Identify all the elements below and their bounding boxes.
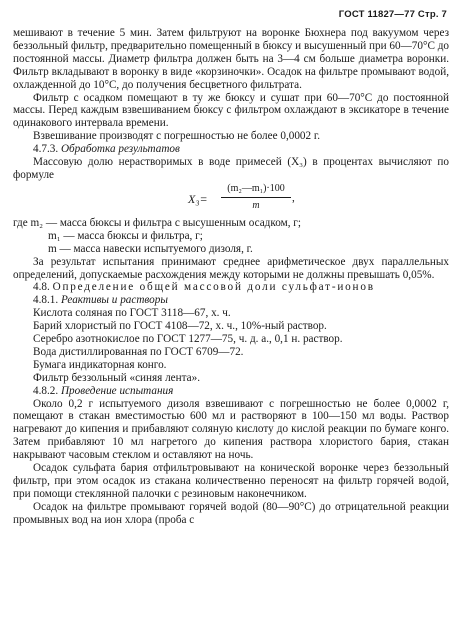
paragraph-formula-intro: Массовую долю нерастворимых в воде примесей (X₃) в процентах вычисляют по формуле [13, 156, 449, 181]
paragraph-washing: Осадок на фильтре промывают горячей водой (80—90°С) до отрицательной реакции промывных вод на ион хлора (проба с [13, 500, 449, 526]
paragraph-procedure: Около 0,2 г испытуемого дизоля взвешивают с погрешностью не более 0,0002 г, помещают в стакан вместимостью 600 мл и растворяют в 100—150 мл воды. Раствор нагревают до кипения и прибавляют соляную кислоту до кислой реакции по бумаге конго. Затем прибавляют 10 мл нагретого до кипения раствора хлористого бария, стакан накрывают часовым стеклом и оставляют на ночь. [13, 397, 449, 462]
section-4-8-1-heading [13, 294, 449, 307]
page-header: ГОСТ 11827—77 Стр. 7 [338, 9, 447, 20]
section-4-7-3-heading [13, 143, 449, 156]
where-m: m — масса навески испытуемого дизоля, г. [48, 242, 253, 255]
where-m1: m₁ — масса бюксы и фильтра, г; [48, 229, 203, 242]
reagent-item: Фильтр беззольный «синяя лента». [33, 371, 201, 384]
section-number: 4.8.1. [33, 294, 59, 307]
formula-trail: , [292, 191, 295, 204]
reagent-item: Барий хлористый по ГОСТ 4108—72, х. ч., 10%-ный раствор. [33, 320, 327, 333]
formula [13, 183, 449, 215]
section-number: 4.8.2. [33, 384, 59, 397]
paragraph-result: За результат испытания принимают среднее арифметическое двух параллельных определений, допускаемые расхождения между которыми не должны превышать 0,05%. [13, 255, 449, 281]
section-title: Проведение испытания [60, 384, 174, 397]
section-title: Реактивы и растворы [60, 294, 168, 307]
formula-denominator: m [252, 199, 260, 211]
paragraph-filtration: Осадок сульфата бария отфильтровывают на конической воронке через беззольный фильтр, при этом осадок из стакана количественно переносят на фильтр горячей водой, при помощи стеклянной палочки с резиновым наконечником. [13, 462, 449, 500]
section-title: Обработка результатов [60, 143, 180, 156]
paragraph-weighing: Взвешивание производят с погрешностью не более 0,0002 г. [33, 130, 321, 143]
where-m2: где m₂ — масса бюксы и фильтра с высушенным осадком, г; [13, 216, 301, 229]
formula-lhs: X₃= [188, 191, 208, 206]
section-number: 4.7.3. [33, 143, 59, 156]
formula-fraction [221, 183, 291, 213]
section-title: Определение общей массовой доли сульфат-ионов [52, 281, 375, 294]
section-4-8-2-heading [13, 385, 449, 398]
reagent-item: Вода дистиллированная по ГОСТ 6709—72. [33, 345, 244, 358]
paragraph-continuation: мешивают в течение 5 мин. Затем фильтруют на воронке Бюхнера под вакуумом через беззольный фильтр, предварительно помещенный в бюксу и высушенный при 60—70°С до постоянной массы. Диаметр фильтра должен быть на 3—4 см больше диаметра воронки. Фильтр вкладывают в воронку в виде «корзиночки». Осадок на фильтре промывают водой, охлажденной до 10°С, до получения бесцветного фильтрата. [13, 27, 449, 91]
formula-numerator: (m₂—m₁)·100 [221, 183, 291, 198]
section-4-8-heading [13, 281, 449, 294]
section-number: 4.8. [33, 281, 50, 294]
reagent-item: Кислота соляная по ГОСТ 3118—67, х. ч. [33, 307, 231, 320]
page-body [13, 27, 449, 527]
reagent-item: Серебро азотнокислое по ГОСТ 1277—75, ч. д. а., 0,1 н. раствор. [33, 333, 343, 346]
paragraph-drying: Фильтр с осадком помещают в ту же бюксу и сушат при 60—70°С до постоянной массы. Перед каждым взвешиванием бюксу с фильтром охлаждают в эксикаторе в течение одинакового интервала времени. [13, 91, 449, 130]
reagent-item: Бумага индикаторная конго. [33, 358, 167, 371]
